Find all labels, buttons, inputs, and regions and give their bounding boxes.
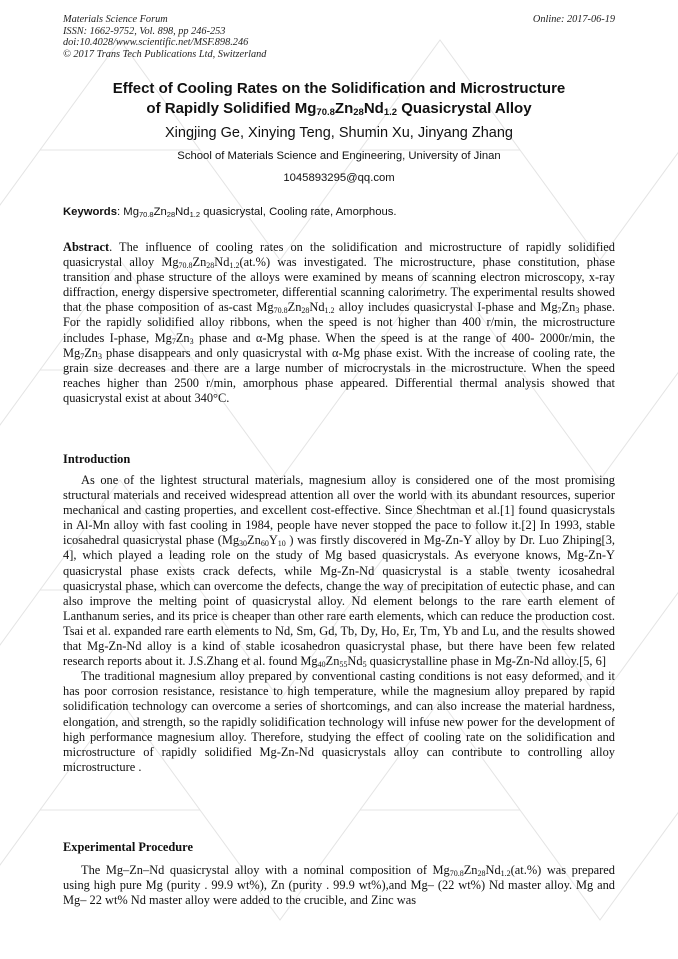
abstract-text: . The influence of cooling rates on the solidification and microstructure of rapidly solidified quasicrystal alloy Mg — [63, 240, 615, 270]
abstract-text: Zn — [192, 255, 207, 270]
paragraph-text: ) was firstly discovered in Mg-Zn-Y alloy by Dr. Luo Zhiping[3, 4], which played a leading role on the study of Mg based quasicrystals. As everyone knows, Mg-Zn-Y quasicrystal phase exists crack defects, while Mg-Zn-Nd quasicrystal is a stable twenty icosahedral quasicrystal phase, which can overcome the defects, change the way of precipitation of eutectic phase, and can also improve the melting point of quasicrystal alloy. Nd element belongs to the rare earth element of Lanthanum series, and its price is cheaper than other rare earth elements, which can reduce the production cost. Tsai et al. expanded rare earth elements to Nd, Sm, Gd, Tb, Dy, Ho, Er, Tm, Yb and Lu, and the results showed that Mg-Zn-Nd alloy is a kind of stable icosahedron quasicrystal phase, but there have been few related research reports about it. J.S.Zhang et al. found Mg — [63, 533, 615, 669]
abstract-text: Zn — [287, 300, 302, 315]
abstract — [63, 240, 615, 406]
paragraph-text: (at.%) was prepared using high pure Mg (purity . 99.9 wt%), Zn (purity . 99.9 wt%),and Mg– (22 wt%) Nd master alloy. Mg and Mg– 22 wt% Nd master alloy were added to the crucible, and Zinc was — [63, 863, 616, 908]
title-line-2 — [40, 99, 638, 119]
paragraph-text: The Mg–Zn–Nd quasicrystal alloy with a nominal composition of Mg — [81, 863, 450, 877]
paragraph-subscript: 1.2 — [500, 869, 511, 878]
abstract-text: phase disappears and only quasicrystal with α-Mg phase exist. With the increase of cooling rate, the grain size decreases and there are a large number of microcrystals in the microstructure. When the speed reaches higher than 2500 r/min, amorphous phase appeared. Differential thermal analysis showed that quasicrystal exist at about 340°C. — [63, 345, 615, 405]
introduction-paragraph-2: The traditional magnesium alloy prepared by conventional casting conditions is not easy deformed, and it has poor corrosion resistance, resistance to high temperature, while the magnesium alloy prepared by rapid solidification technology can overcome a series of shortcomings, and can also increase the material hardness, elongation, and strength, so the rapidly solidification technology will infuse new power for the development of high performance magnesium alloy. Therefore, studying the effect of cooling rate on the solidification and microstructure of rapidly solidified Mg-Zn-Nd quasicrystals alloy can contribute to controlling alloy microstructure . — [63, 669, 615, 774]
paragraph-text: Y — [268, 533, 278, 548]
paragraph-subscript: 70.8 — [449, 869, 464, 878]
paragraph-subscript: 40 — [317, 660, 326, 670]
journal-doi: doi:10.4028/www.scientific.net/MSF.898.246 — [63, 37, 249, 49]
experimental-body — [63, 863, 615, 908]
keywords-text: Nd — [175, 206, 190, 218]
introduction-paragraph-1 — [63, 473, 615, 669]
paragraph-text: Nd — [485, 863, 501, 877]
abstract-text: Nd — [309, 300, 325, 315]
paragraph-text: As one of the lightest structural materials, magnesium alloy is considered one of the most promising structural materials and received widespread attention all over the world with its abundant resources, superior mechanical and casting properties, and excellent cost-effective. Since Shechtman et al.[1] found quasicrystals in Al-Mn alloy with fast cooling in 1984, people have never stopped the pace to follow it.[2] In 1993, stable icosahedral quasicrystal phase (Mg — [63, 473, 615, 548]
title-text: Quasicrystal Alloy — [397, 100, 532, 117]
title-line-1: Effect of Cooling Rates on the Solidification and Microstructure — [112, 80, 566, 97]
title-subscript: 28 — [353, 107, 364, 118]
abstract-subscript: 1.2 — [229, 261, 240, 271]
abstract-subscript: 3 — [97, 351, 102, 361]
abstract-text: Zn — [561, 300, 576, 315]
paragraph-text: Zn — [463, 863, 478, 877]
section-heading-experimental: Experimental Procedure — [63, 840, 193, 854]
affiliation: School of Materials Science and Engineering, University of Jinan — [177, 150, 501, 162]
experimental-paragraph-1 — [63, 863, 615, 908]
section-heading-introduction: Introduction — [63, 452, 131, 466]
paragraph-subscript: 10 — [277, 539, 286, 549]
keywords-label: Keywords — [63, 206, 117, 218]
abstract-subscript: 7 — [171, 336, 176, 346]
online-date: Online: 2017-06-19 — [532, 14, 615, 25]
paper-title — [40, 79, 638, 119]
keywords-subscript: 28 — [166, 210, 176, 219]
abstract-text: Nd — [214, 255, 230, 270]
title-text: Nd — [363, 100, 384, 117]
paragraph-subscript: 55 — [339, 660, 348, 670]
author-email: 1045893295@qq.com — [283, 172, 395, 184]
keywords-subscript: 70.8 — [138, 210, 154, 219]
keywords-text: quasicrystal, Cooling rate, Amorphous. — [200, 206, 397, 218]
keywords-subscript: 1.2 — [189, 210, 201, 219]
abstract-subscript: 7 — [557, 306, 562, 316]
title-text: Zn — [334, 100, 354, 117]
title-subscript: 70.8 — [316, 107, 335, 118]
paragraph-subscript: 28 — [477, 869, 486, 878]
abstract-subscript: 3 — [189, 336, 194, 346]
journal-name: Materials Science Forum — [63, 14, 168, 25]
paragraph-text: quasicrystalline phase in Mg-Zn-Nd alloy.[5, 6] — [366, 654, 606, 669]
abstract-text: Zn — [175, 330, 190, 345]
paragraph-subscript: 5 — [362, 660, 367, 670]
abstract-subscript: 70.8 — [273, 306, 288, 316]
abstract-text: Zn — [84, 345, 98, 360]
abstract-text: phase. For the rapidly solidified alloy ribbons, when the speed is not higher than 400 r/min, the microstructure includes I-phase, Mg — [63, 300, 615, 345]
title-text: of Rapidly Solidified Mg — [146, 100, 317, 117]
keywords-text: Zn — [153, 206, 167, 218]
paragraph-subscript: 60 — [260, 539, 269, 549]
paragraph-subscript: 30 — [239, 539, 248, 549]
paragraph-text: Zn — [325, 654, 340, 669]
journal-copyright: © 2017 Trans Tech Publications Ltd, Switzerland — [63, 48, 267, 60]
paragraph-text: Nd — [347, 654, 363, 669]
introduction-body — [63, 473, 615, 775]
keywords-text: : Mg — [117, 206, 139, 218]
abstract-subscript: 1.2 — [324, 306, 335, 316]
abstract-label: Abstract — [63, 240, 110, 254]
journal-header — [63, 14, 266, 60]
keywords — [63, 205, 615, 220]
abstract-text: phase and α-Mg phase. When the speed is at the range of 400- 2000r/min, the Mg — [63, 330, 615, 360]
abstract-subscript: 28 — [301, 306, 310, 316]
abstract-subscript: 70.8 — [178, 261, 193, 271]
abstract-text: (at.%) was investigated. The microstructure, phase constitution, phase transition and phase structure of the alloys were examined by means of scanning electron microscopy, x-ray diffraction, energy dispersive spectrometer, differential scanning calorimetry. The experimental results showed that the phase composition of as-cast Mg — [63, 255, 615, 315]
abstract-text: alloy includes quasicrystal I-phase and Mg — [334, 300, 558, 315]
abstract-subscript: 3 — [575, 306, 580, 316]
journal-issn: ISSN: 1662-9752, Vol. 898, pp 246-253 — [63, 25, 226, 37]
author-list: Xingjing Ge, Xinying Teng, Shumin Xu, Jinyang Zhang — [165, 125, 513, 141]
paragraph-text: Zn — [247, 533, 261, 548]
title-subscript: 1.2 — [383, 107, 398, 118]
abstract-subscript: 28 — [206, 261, 215, 271]
abstract-subscript: 7 — [80, 351, 85, 361]
